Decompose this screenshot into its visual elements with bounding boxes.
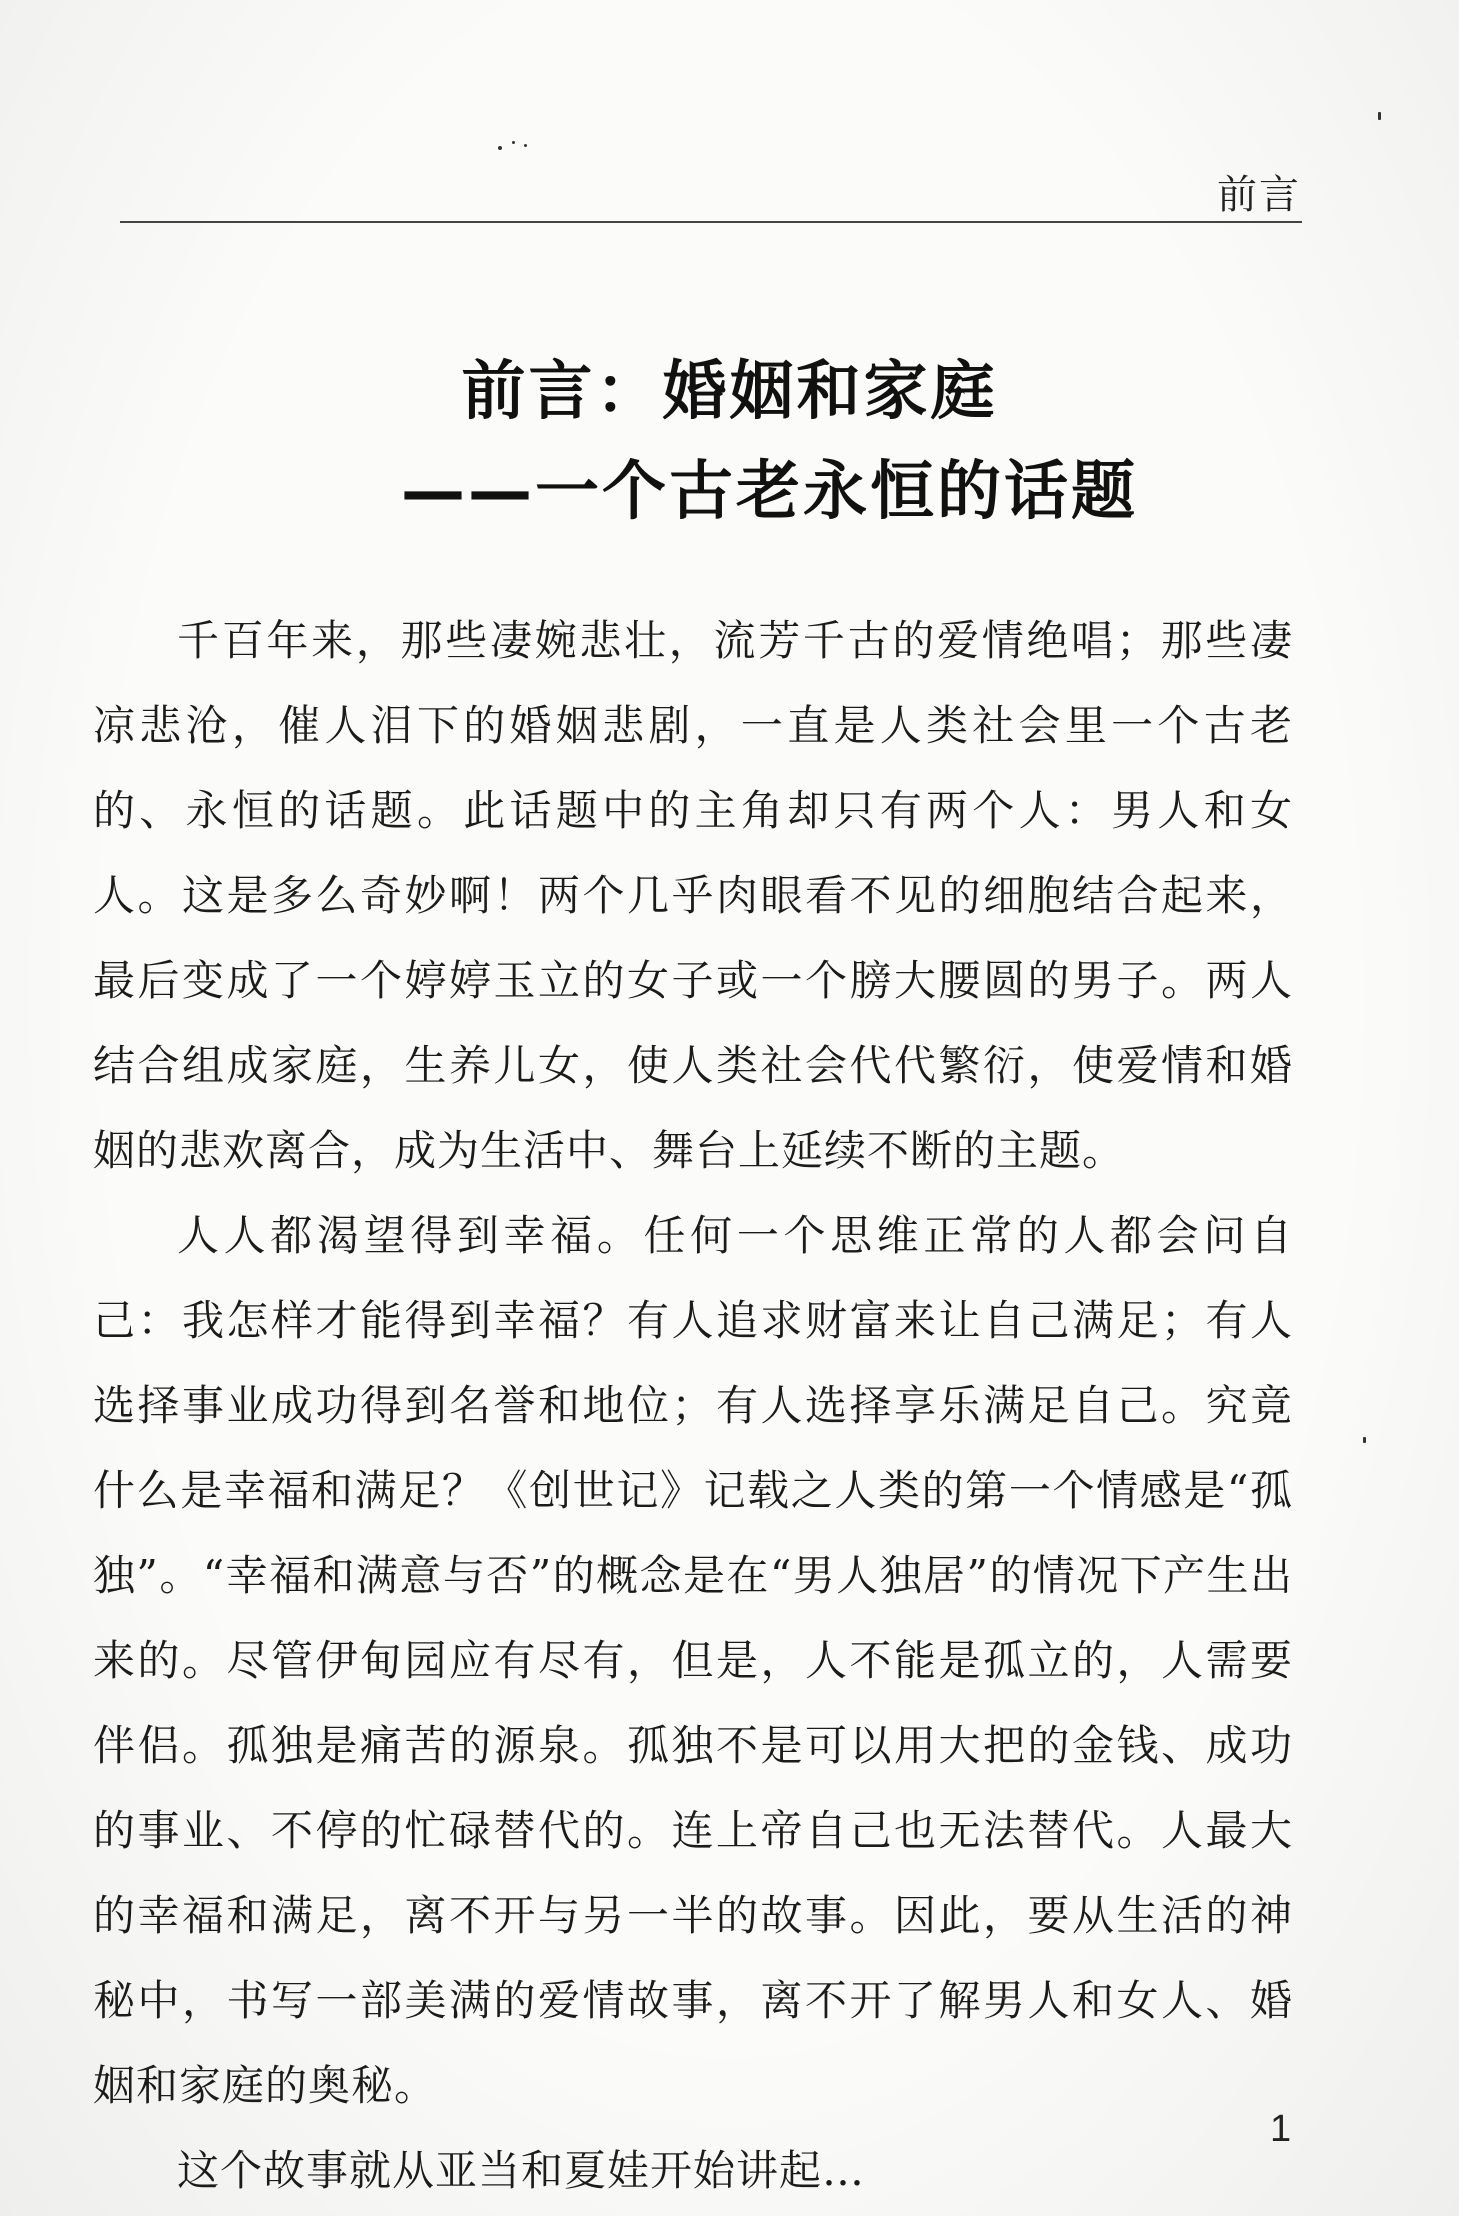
paragraph: 人人都渴望得到幸福。任何一个思维正常的人都会问自己：我怎样才能得到幸福？有人追求财富来让自己满足；有人选择事业成功得到名誉和地位；有人选择享乐满足自己。究竟什么是幸福和满足？《创世记》记载之人类的第一个情感是“孤独”。“幸福和满意与否”的概念是在“男人独居”的情况下产生出来的。尽管伊甸园应有尽有，但是，人不能是孤立的，人需要伴侣。孤独是痛苦的源泉。孤独不是可以用大把的金钱、成功的事业、不停的忙碌替代的。连上帝自己也无法替代。人最大的幸福和满足，离不开与另一半的故事。因此，要从生活的神秘中，书写一部美满的爱情故事，离不开了解男人和女人、婚姻和家庭的奥秘。 — [93, 1211, 1293, 2110]
scan-speck — [512, 141, 515, 144]
body-text — [93, 598, 1293, 2213]
scan-speck — [1378, 112, 1381, 120]
chapter-subtitle: ——一个古老永恒的话题 — [401, 455, 1138, 529]
header-rule — [120, 221, 1302, 223]
running-head: 前言 — [1217, 172, 1301, 218]
chapter-title: 前言：婚姻和家庭 — [461, 355, 998, 429]
paragraph: 这个故事就从亚当和夏娃开始讲起… — [177, 2146, 866, 2195]
scan-speck — [498, 146, 502, 150]
scan-speck — [524, 144, 527, 147]
paragraph: 千百年来，那些凄婉悲壮，流芳千古的爱情绝唱；那些凄凉悲沧，催人泪下的婚姻悲剧，一直是人类社会里一个古老的、永恒的话题。此话题中的主角却只有两个人：男人和女人。这是多么奇妙啊！两个几乎肉眼看不见的细胞结合起来，最后变成了一个婷婷玉立的女子或一个膀大腰圆的男子。两人结合组成家庭，生养儿女，使人类社会代代繁衍，使爱情和婚姻的悲欢离合，成为生活中、舞台上延续不断的主题。 — [93, 616, 1293, 1175]
scan-speck — [1363, 1437, 1366, 1443]
page-number: 1 — [1270, 2108, 1292, 2150]
